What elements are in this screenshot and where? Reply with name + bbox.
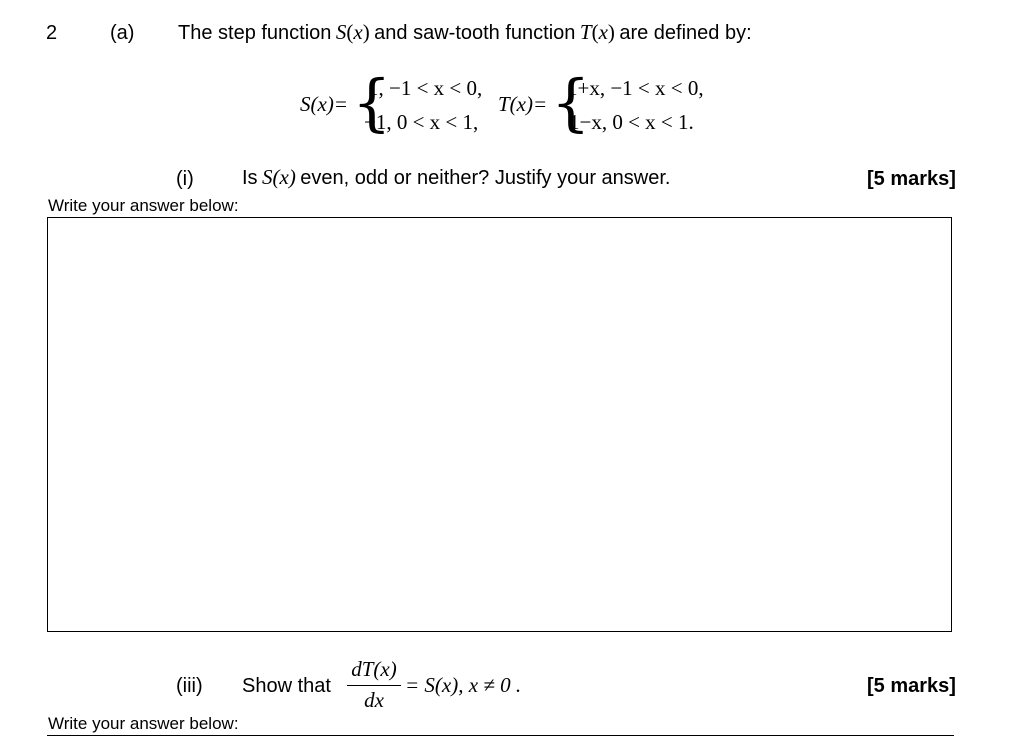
fraction-bar	[347, 685, 401, 686]
s-lhs: S(x)=	[300, 92, 348, 116]
part-i-marks: [5 marks]	[867, 168, 956, 190]
intro-suffix: are defined by:	[619, 22, 752, 44]
intro-mid: and saw-tooth function	[374, 22, 576, 44]
question-intro: The step function S(x) and saw-tooth function T(x) are defined by:	[178, 20, 752, 44]
part-i-question	[242, 165, 671, 190]
s-case-1: 1, −1 < x < 0,	[368, 76, 483, 100]
s-case-2: −1, 0 < x < 1,	[364, 110, 479, 134]
question-number: 2	[46, 22, 58, 44]
fraction-numerator: dT(x)	[351, 657, 397, 681]
fraction-denominator: dx	[364, 688, 384, 712]
intro-prefix: The step function	[178, 22, 332, 44]
part-i-suffix: even, odd or neither? Justify your answer.	[300, 167, 671, 189]
part-iii-label: (iii)	[176, 675, 203, 697]
t-lhs: T(x)=	[498, 92, 548, 116]
intro-t-symbol: T	[579, 20, 592, 44]
part-iii-answer-prompt: Write your answer below:	[48, 714, 239, 733]
part-i-prefix: Is	[242, 167, 258, 189]
answer-box-part-iii-top-edge[interactable]	[47, 735, 954, 736]
s-brace: {	[352, 66, 392, 139]
part-i-label: (i)	[176, 168, 194, 190]
answer-box-part-i[interactable]	[47, 217, 952, 632]
part-iii-prefix: Show that	[242, 675, 331, 697]
t-brace: {	[551, 66, 591, 139]
intro-s-symbol: S	[335, 20, 347, 44]
part-iii-marks: [5 marks]	[867, 675, 956, 697]
t-case-2: 1−x, 0 < x < 1.	[569, 110, 694, 134]
part-a-label: (a)	[110, 22, 135, 44]
t-case-1: 1+x, −1 < x < 0,	[567, 76, 704, 100]
part-i-answer-prompt: Write your answer below:	[48, 196, 239, 215]
part-iii-rhs: = S(x), x ≠ 0 .	[405, 673, 522, 697]
part-i-function: S(x)	[262, 165, 296, 189]
